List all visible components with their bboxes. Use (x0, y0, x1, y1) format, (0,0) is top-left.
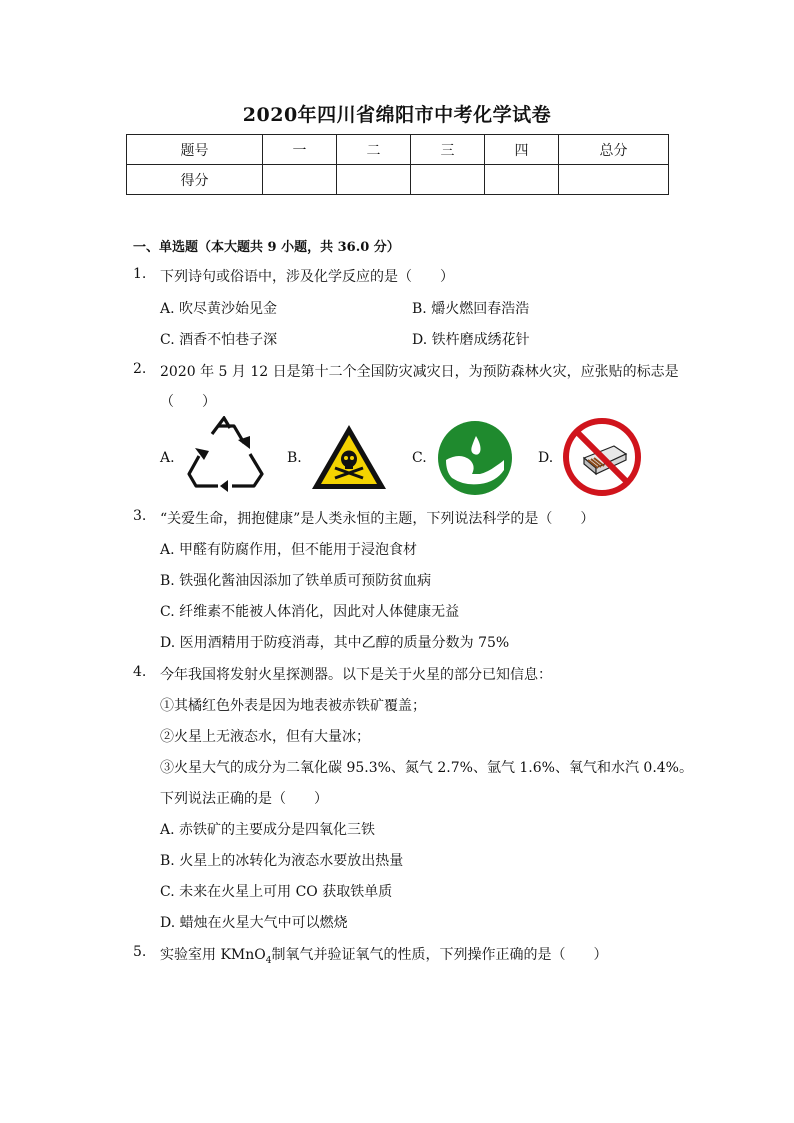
water-saving-icon (436, 420, 514, 496)
page-title: 2020年四川省绵阳市中考化学试卷 (242, 104, 552, 126)
table-cell: 三 (411, 135, 485, 165)
question-text-continued: （ ） (160, 394, 216, 410)
question-number: 2. (133, 361, 147, 377)
option-d: D. 蜡烛在火星大气中可以燃烧 (160, 915, 348, 931)
table-cell (411, 165, 485, 195)
option-d: D. (538, 450, 554, 466)
option-b: B. 火星上的冰转化为液态水要放出热量 (160, 853, 404, 869)
no-matches-icon (562, 418, 642, 496)
option-c: C. (412, 450, 427, 466)
question-number: 5. (133, 944, 147, 960)
option-c: C. 未来在火星上可用 CO 获取铁单质 (160, 884, 393, 900)
question-text: 下列诗句或俗语中，涉及化学反应的是（ ） (160, 269, 454, 285)
score-table (126, 134, 669, 195)
table-cell (485, 165, 559, 195)
question-text: 今年我国将发射火星探测器。以下是关于火星的部分已知信息： (160, 667, 552, 683)
option-a: A. 赤铁矿的主要成分是四氧化三铁 (160, 822, 376, 838)
question-text-part: 制氧气并验证氧气的性质，下列操作正确的是（ ） (271, 947, 608, 963)
question-text: “关爱生命，拥抱健康”是人类永恒的主题，下列说法科学的是（ ） (160, 511, 595, 527)
question-number: 4. (133, 664, 147, 680)
option-c: C. 酒香不怕巷子深 (160, 332, 278, 348)
table-cell (337, 165, 411, 195)
option-a: A. (160, 450, 175, 466)
table-cell: 得分 (127, 165, 263, 195)
info-line: ①其橘红色外表是因为地表被赤铁矿覆盖； (160, 698, 426, 714)
option-d: D. 医用酒精用于防疫消毒，其中乙醇的质量分数为 75% (160, 635, 510, 651)
option-a: A. 吹尽黄沙始见金 (160, 301, 278, 317)
question-number: 3. (133, 508, 147, 524)
table-cell: 题号 (127, 135, 263, 165)
recycling-icon (184, 416, 268, 492)
option-b: B. (287, 450, 302, 466)
option-c: C. 纤维素不能被人体消化，因此对人体健康无益 (160, 604, 460, 620)
question-text (160, 944, 607, 966)
question-text-part: 实验室用 KMnO (160, 947, 266, 963)
toxic-warning-icon (310, 422, 388, 492)
question-number: 1. (133, 266, 147, 282)
score-table-row (127, 165, 669, 195)
option-d: D. 铁杵磨成绣花针 (412, 332, 530, 348)
table-cell: 二 (337, 135, 411, 165)
table-cell: 一 (263, 135, 337, 165)
table-cell: 四 (485, 135, 559, 165)
question-ask: 下列说法正确的是（ ） (160, 791, 328, 807)
table-cell: 总分 (559, 135, 669, 165)
info-line: ③火星大气的成分为二氧化碳 95.3%、氮气 2.7%、氩气 1.6%、氧气和水汽 0.4%。 (160, 760, 693, 776)
question-text: 2020 年 5 月 12 日是第十二个全国防灾减灾日，为预防森林火灾，应张贴的标志是 (160, 364, 679, 380)
section-heading: 一、单选题（本大题共 9 小题，共 36.0 分） (133, 240, 400, 255)
table-cell (559, 165, 669, 195)
option-b: B. 铁强化酱油因添加了铁单质可预防贫血病 (160, 573, 432, 589)
subscript: 4 (265, 955, 272, 966)
option-b: B. 爝火燃回春浩浩 (412, 301, 530, 317)
table-cell (263, 165, 337, 195)
info-line: ②火星上无液态水，但有大量冰； (160, 729, 370, 745)
option-a: A. 甲醛有防腐作用，但不能用于浸泡食材 (160, 542, 418, 558)
score-table-header-row (127, 135, 669, 165)
